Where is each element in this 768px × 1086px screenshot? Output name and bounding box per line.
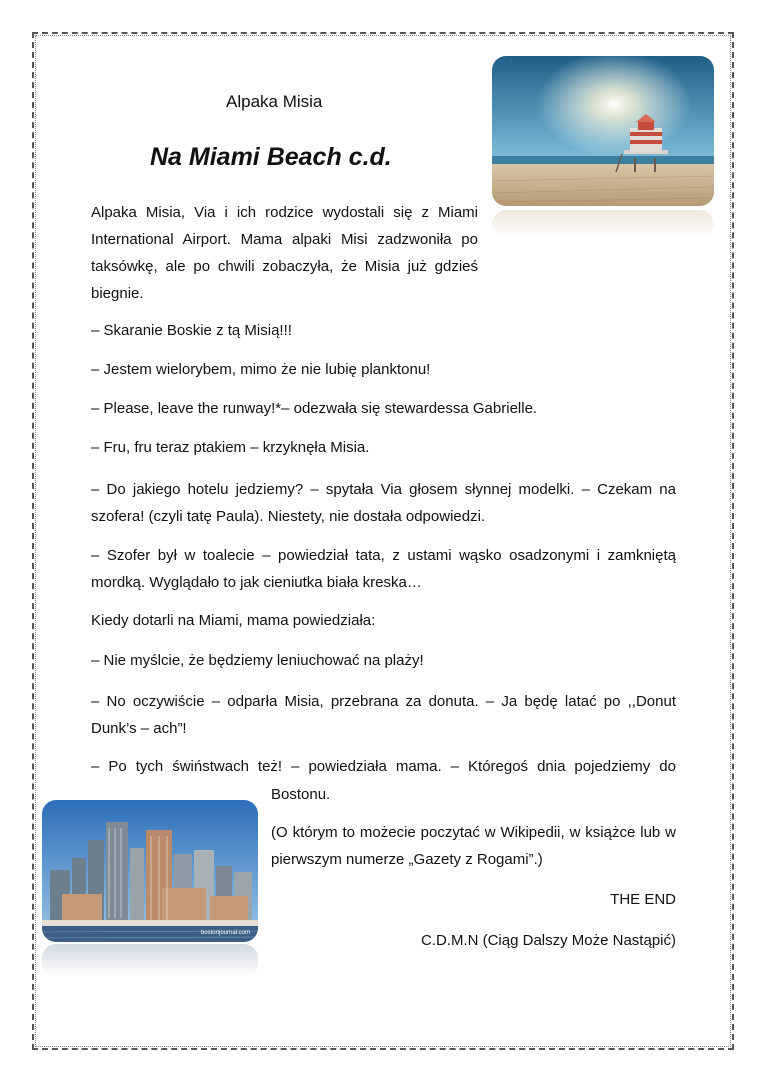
paragraph-9: – Nie myślcie, że będziemy leniuchować na plaży! xyxy=(91,652,424,669)
the-end-label: THE END xyxy=(610,891,676,908)
city-photo-reflection xyxy=(42,944,258,978)
paragraph-2: – Skaranie Boskie z tą Misią!!! xyxy=(91,322,292,339)
beach-lifeguard-tower-photo xyxy=(492,56,714,206)
paragraph-12: (O którym to możecie poczytać w Wikipedii, w książce lub w pierwszym numerze „Gazety z Rogami”.) xyxy=(271,824,676,868)
paragraph-8: Kiedy dotarli na Miami, mama powiedziała: xyxy=(91,612,376,629)
story-title: Na Miami Beach c.d. xyxy=(150,143,392,171)
paragraph-11-continued: Bostonu. xyxy=(271,786,331,803)
paragraph-11: – Po tych świństwach też! – powiedziała mama. – Któregoś dnia pojedziemy do xyxy=(91,758,676,775)
paragraph-10: – No oczywiście – odparła Misia, przebrana za donuta. – Ja będę latać po ,,Donut Dunk’s – ach”! xyxy=(91,693,676,737)
paragraph-7: – Szofer był w toalecie – powiedział tata, z ustami wąsko osadzonymi i zamkniętą mordką. Wyglądało to jak cieniutka biała kreska… xyxy=(91,547,676,591)
paragraph-3: – Jestem wielorybem, mimo że nie lubię planktonu! xyxy=(91,361,431,378)
photo-credit: bostonjournal.com xyxy=(200,930,250,936)
paragraph-1: Alpaka Misia, Via i ich rodzice wydostali się z Miami International Airport. Mama alpaki Misi zadzwoniła po taksówkę, ale po chwili zobaczyła, że Misia już gdzieś biegnie. xyxy=(91,204,478,302)
story-series-title: Alpaka Misia xyxy=(226,92,323,111)
paragraph-6: – Do jakiego hotelu jedziemy? – spytała Via głosem słynnej modelki. – Czekam na szofera! (czyli tatę Paula). Niestety, nie dostała odpowiedzi. xyxy=(91,481,676,525)
to-be-continued-note: C.D.M.N (Ciąg Dalszy Może Nastąpić) xyxy=(420,932,676,949)
beach-photo-reflection xyxy=(492,210,714,238)
paragraph-5: – Fru, fru teraz ptakiem – krzyknęła Misia. xyxy=(91,439,370,456)
boston-skyline-photo xyxy=(42,800,258,942)
paragraph-4: – Please, leave the runway!*– odezwała się stewardessa Gabrielle. xyxy=(91,400,538,417)
